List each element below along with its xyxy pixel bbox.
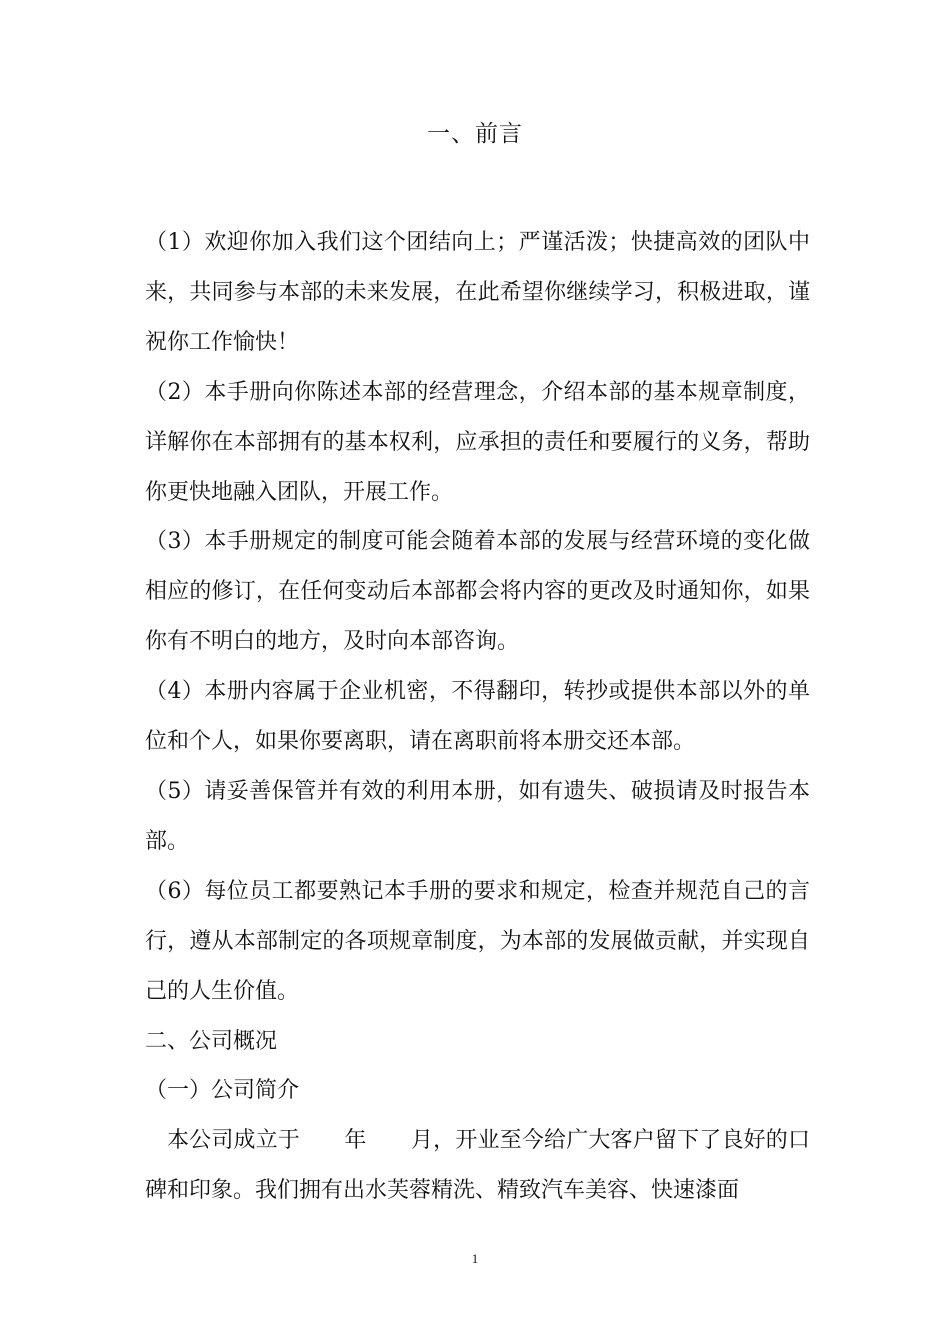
subsection-1-heading: （一）公司简介 [145,1078,300,1104]
preface-paragraph-6: （6）每位员工都要熟记本手册的要求和规定，检查并规范自己的言行，遵从本部制定的各项规章制度，为本部的发展做贡献，并实现自己的人生价值。 [145,878,810,1004]
page-number: 1 [471,1251,479,1266]
preface-paragraph-4: （4）本册内容属于企业机密，不得翻印，转抄或提供本部以外的单位和个人，如果你要离职，请在离职前将本册交还本部。 [145,679,810,755]
company-intro-paragraph: 本公司成立于 年 月，开业至今给广大客户留下了良好的口碑和印象。我们拥有出水芙蓉精洗、精致汽车美容、快速漆面 [145,1128,810,1204]
preface-paragraph-2: （2）本手册向你陈述本部的经营理念，介绍本部的基本规章制度，详解你在本部拥有的基本权利，应承担的责任和要履行的义务，帮助你更快地融入团队，开展工作。 [145,379,810,505]
preface-paragraph-1: （1）欢迎你加入我们这个团结向上；严谨活泼；快捷高效的团队中来，共同参与本部的未来发展，在此希望你继续学习，积极进取，谨祝你工作愉快！ [145,230,810,355]
document-body [145,218,810,1216]
preface-paragraph-5: （5）请妥善保管并有效的利用本册，如有遗失、破损请及时报告本部。 [145,778,810,854]
preface-title: 一、前言 [427,121,523,147]
section-2-heading: 二、公司概况 [145,1028,278,1054]
preface-paragraph-3: （3）本手册规定的制度可能会随着本部的发展与经营环境的变化做相应的修订，在任何变动后本部都会将内容的更改及时通知你，如果你有不明白的地方，及时向本部咨询。 [145,529,810,655]
